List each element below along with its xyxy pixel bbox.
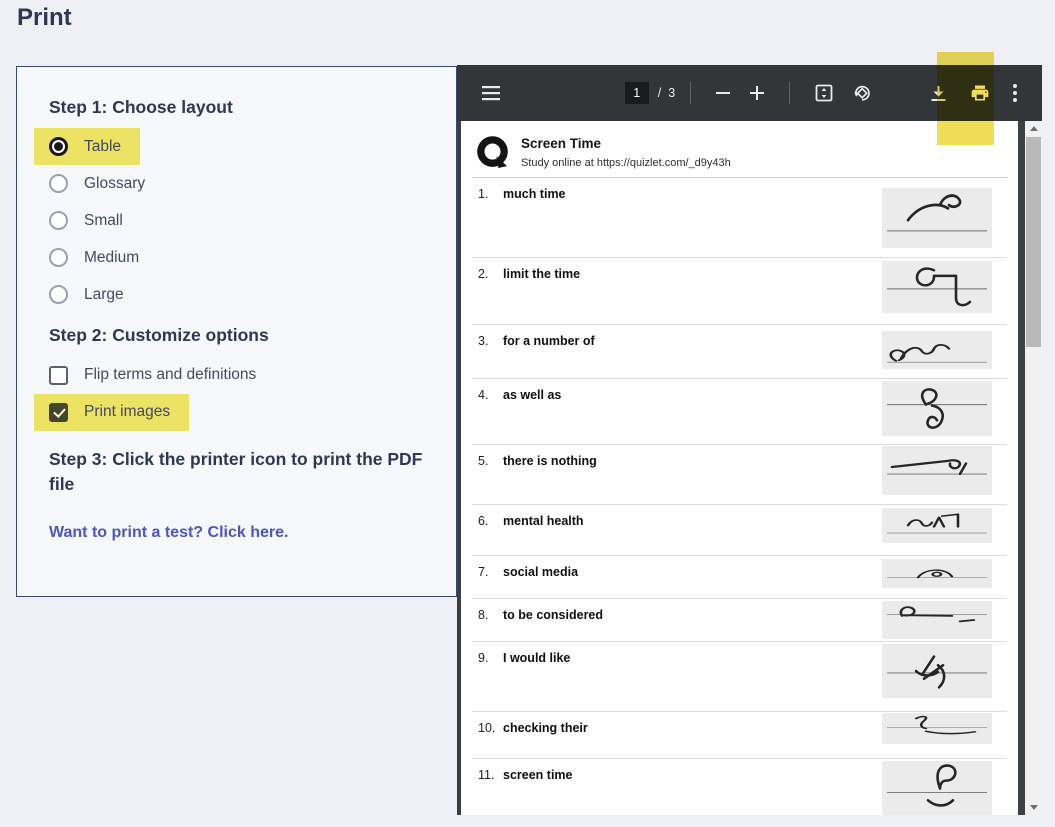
layout-option-glossary[interactable]: [34, 165, 164, 202]
shorthand-image: [882, 508, 992, 543]
fit-to-page-button[interactable]: [814, 83, 834, 103]
rotate-counterclockwise-icon: [852, 83, 872, 103]
term-number: 10.: [478, 721, 496, 735]
kebab-menu-icon: [1012, 83, 1018, 103]
term-number: 5.: [478, 454, 489, 468]
term-number: 1.: [478, 187, 489, 201]
triangle-up-icon: [1030, 126, 1038, 131]
step3-heading: Step 3: Click the printer icon to print the PDF file: [49, 448, 423, 495]
more-options-button[interactable]: [1012, 83, 1018, 103]
option-label: Print images: [84, 403, 171, 421]
pdf-term-row: [472, 324, 1007, 378]
pdf-term-row: [472, 178, 1007, 257]
document-subtitle: Study online at https://quizlet.com/_d9y43h: [521, 157, 731, 169]
print-icon: [970, 83, 990, 103]
print-test-link[interactable]: Want to print a test? Click here.: [49, 523, 289, 541]
hamburger-icon: [481, 85, 501, 101]
document-title: Screen Time: [521, 136, 602, 151]
option-label: Flip terms and definitions: [84, 366, 257, 384]
step1-heading: Step 1: Choose layout: [49, 97, 233, 117]
term-text: there is nothing: [503, 454, 597, 468]
page-number-input[interactable]: 1: [625, 82, 649, 104]
quizlet-logo-icon: [475, 135, 510, 170]
customize-options-group: [49, 357, 428, 431]
term-number: 9.: [478, 651, 489, 665]
layout-option-small[interactable]: [34, 202, 142, 239]
shorthand-image: [882, 381, 992, 436]
layout-option-label: Glossary: [84, 174, 146, 192]
scrollbar-thumb[interactable]: [1026, 137, 1041, 347]
pdf-term-row: [472, 641, 1007, 711]
option-flip-terms-and-definitions[interactable]: [34, 357, 275, 394]
page-title: Print: [17, 4, 72, 31]
term-text: I would like: [503, 651, 571, 665]
option-print-images[interactable]: [34, 394, 189, 431]
triangle-down-icon: [1030, 805, 1038, 810]
pdf-viewer: [457, 65, 1042, 815]
shorthand-image: [882, 559, 992, 588]
term-text: checking their: [503, 721, 588, 735]
term-number: 2.: [478, 267, 489, 281]
layout-option-large[interactable]: [34, 276, 143, 313]
term-text: social media: [503, 565, 579, 579]
print-button[interactable]: [970, 83, 990, 103]
radio-button[interactable]: [49, 211, 68, 230]
term-text: screen time: [503, 768, 573, 782]
term-number: 6.: [478, 514, 489, 528]
download-button[interactable]: [929, 84, 948, 103]
pdf-term-list: [472, 178, 1007, 815]
shorthand-image: [882, 446, 992, 495]
term-text: for a number of: [503, 334, 595, 348]
shorthand-image: [882, 261, 992, 313]
checkbox[interactable]: [49, 403, 68, 422]
term-text: to be considered: [503, 608, 604, 622]
step2-heading: Step 2: Customize options: [49, 325, 269, 346]
term-text: much time: [503, 187, 566, 201]
zoom-in-button[interactable]: [748, 84, 766, 102]
term-text: as well as: [503, 388, 562, 402]
pdf-term-row: [472, 598, 1007, 641]
shorthand-image: [882, 601, 992, 639]
term-number: 8.: [478, 608, 489, 622]
download-icon: [929, 84, 948, 103]
pdf-term-row: [472, 444, 1007, 504]
page-separator: /: [657, 86, 662, 100]
toolbar-divider: [690, 82, 691, 104]
page-total: 3: [668, 86, 676, 100]
term-number: 4.: [478, 388, 489, 402]
checkbox[interactable]: [49, 366, 68, 385]
layout-option-label: Small: [84, 211, 123, 229]
layout-option-label: Medium: [84, 248, 140, 266]
radio-button[interactable]: [49, 174, 68, 193]
radio-button[interactable]: [49, 137, 68, 156]
pdf-page: [461, 121, 1018, 815]
layout-option-label: Table: [84, 137, 122, 155]
shorthand-image: [882, 713, 992, 744]
minus-icon: [714, 84, 732, 102]
zoom-out-button[interactable]: [714, 84, 732, 102]
plus-icon: [748, 84, 766, 102]
pdf-document-header: [472, 121, 1007, 178]
scroll-up-button[interactable]: [1025, 121, 1042, 136]
shorthand-image: [882, 644, 992, 698]
shorthand-image: [882, 331, 992, 369]
scroll-down-button[interactable]: [1025, 800, 1042, 815]
layout-option-medium[interactable]: [34, 239, 158, 276]
term-text: mental health: [503, 514, 584, 528]
pdf-toolbar: [457, 65, 1042, 121]
menu-button[interactable]: [481, 85, 501, 101]
radio-button[interactable]: [49, 248, 68, 267]
term-text: limit the time: [503, 267, 581, 281]
pdf-term-row: [472, 711, 1007, 758]
pdf-scrollbar[interactable]: [1025, 121, 1042, 815]
pdf-term-row: [472, 378, 1007, 444]
pdf-term-row: [472, 758, 1007, 815]
pdf-term-row: [472, 555, 1007, 598]
term-number: 11.: [478, 768, 495, 782]
term-number: 3.: [478, 334, 489, 348]
print-options-panel: [16, 66, 457, 597]
layout-options-group: [49, 128, 428, 313]
toolbar-divider: [789, 82, 790, 104]
fit-to-page-icon: [814, 83, 834, 103]
shorthand-image: [882, 761, 992, 815]
layout-option-table[interactable]: [34, 128, 140, 165]
radio-button[interactable]: [49, 285, 68, 304]
layout-option-label: Large: [84, 285, 124, 303]
rotate-button[interactable]: [852, 83, 872, 103]
pdf-term-row: [472, 257, 1007, 324]
pdf-term-row: [472, 504, 1007, 555]
term-number: 7.: [478, 565, 489, 579]
shorthand-image: [882, 188, 992, 248]
